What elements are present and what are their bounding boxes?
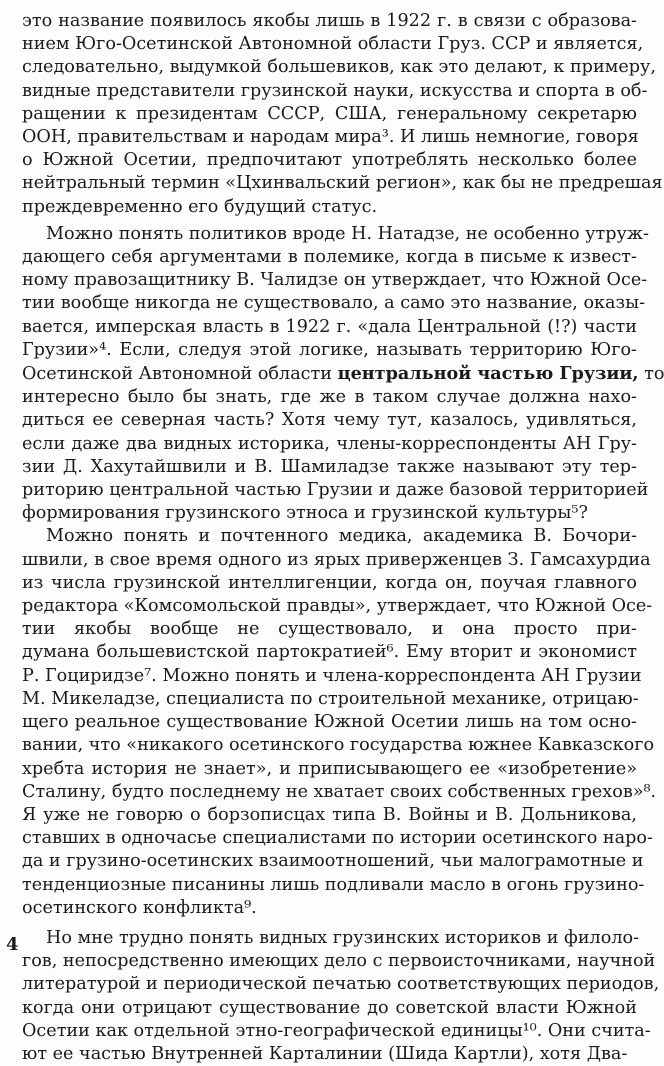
text-line: думана большевистской партократией⁶. Ему вторит и экономист <box>22 642 637 663</box>
text-line: ют ее частью Внутренней Карталинии (Шида Картли), хотя Два- <box>22 1043 628 1064</box>
text-line: это название появилось якобы лишь в 1922 г. в связи с образова- <box>22 11 637 31</box>
text-line: вании, что «никакого осетинского государства южнее Кавказского <box>22 735 655 756</box>
text-line: редактора «Комсомольской правды», утверждает, что Южной Осе- <box>22 596 653 617</box>
text-line: Грузии»⁴. Если, следуя этой логике, называть территорию Юго- <box>22 339 637 360</box>
text-line: нейтральный термин «Цхинвальский регион», как бы не предрешая <box>22 173 663 194</box>
text-line: Я уже не говорю о борзописцах типа В. Войны и В. Дольникова, <box>22 804 637 825</box>
text-line: хребта история не знает», и приписывающего ее «изобретение» <box>22 758 637 779</box>
text-line: Можно понять и почтенного медика, академика В. Бочори- <box>46 526 637 547</box>
text-line: диться ее северная часть? Хотя чему тут, казалось, удивляться, <box>22 410 637 431</box>
page-number: 4 <box>6 934 19 955</box>
text-line: Сталину, будто последнему не хватает своих собственных грехов»⁸. <box>22 781 657 802</box>
text-line: да и грузино-осетинских взаимоотношений, чьи малограмотные и <box>22 851 644 872</box>
text-line: из числа грузинской интеллигенции, когда он, поучая главного <box>22 572 637 593</box>
text-line: швили, в свое время одного из ярых приверженцев З. Гамсахурдиа <box>22 549 651 570</box>
text-line: вается, имперская власть в 1922 г. «дала Центральной (!?) части <box>22 316 637 337</box>
text-line: тии вообще никогда не существовало, а само это название, оказы- <box>22 293 646 314</box>
text-line: когда они отрицают существование до советской власти Южной <box>22 997 637 1018</box>
paragraph <box>22 525 657 919</box>
text-line: видные представители грузинской науки, искусства и спорта в об- <box>22 80 648 101</box>
text-line: гов, непосредственно имеющих дело с первоисточниками, научной <box>22 951 656 972</box>
text-line: преждевременно его будущий статус. <box>22 196 378 217</box>
text-line: риторию центральной частью Грузии и даже базовой территорией <box>22 480 649 501</box>
text-line: дающего себя аргументами в полемике, когда в письме к извест- <box>22 247 637 268</box>
text-line: о Южной Осетии, предпочитают употреблять несколько более <box>22 150 637 171</box>
paragraph <box>22 223 664 526</box>
text-line: М. Микеладзе, специалиста по строительной механике, отрицаю- <box>22 688 639 709</box>
text-line: щего реальное существование Южной Осетии лишь на том осно- <box>22 712 637 733</box>
text-line: ному правозащитнику В. Чалидзе он утверждает, что Южной Осе- <box>22 270 648 291</box>
text-line: Можно понять политиков вроде Н. Натадзе, не особенно утруж- <box>46 223 649 244</box>
text-line: литературой и периодической печатью соответствующих периодов, <box>22 974 660 995</box>
paragraph <box>22 927 660 1066</box>
text-line: Осетии как отдельной этно-географической единицы¹⁰. Они счита- <box>22 1020 651 1041</box>
page-text <box>22 10 664 1066</box>
text-line: Р. Гоциридзе⁷. Можно понять и члена-корреспондента АН Грузии <box>22 665 642 686</box>
text-line: тии якобы вообще не существовало, и она просто при- <box>22 619 637 640</box>
text-line: зии Д. Хахутайшвили и В. Шамиладзе также называют эту тер- <box>22 456 637 477</box>
text-line: интересно было бы знать, где же в таком случае должна нахо- <box>22 387 637 408</box>
bold-emphasis: центральной частью Грузии, <box>337 363 639 385</box>
text-line: тенденциозные писанины лишь подливали масло в огонь грузино- <box>22 874 645 895</box>
text-line: Но мне трудно понять видных грузинских историков и филоло- <box>46 927 640 948</box>
paragraph <box>22 10 663 219</box>
text-line: ставших в одночасье специалистами по истории осетинского наро- <box>22 828 653 849</box>
text-line: если даже два видных историка, члены-корреспонденты АН Гру- <box>22 433 637 454</box>
text-line: нием Юго-Осетинской Автономной области Груз. ССР и является, <box>22 34 644 55</box>
text-line: осетинского конфликта⁹. <box>22 897 257 918</box>
text-line: следовательно, выдумкой большевиков, как это делают, к примеру, <box>22 57 656 78</box>
text-line: Осетинской Автономной области центральной частью Грузии, то <box>22 363 664 385</box>
paragraph-gap <box>22 920 637 927</box>
text-line: ООН, правительствам и народам мира³. И лишь немногие, говоря <box>22 127 639 148</box>
text-line: ращении к президентам СССР, США, генеральному секретарю <box>22 103 637 124</box>
text-line: формирования грузинского этноса и грузинской культуры⁵? <box>22 503 588 524</box>
